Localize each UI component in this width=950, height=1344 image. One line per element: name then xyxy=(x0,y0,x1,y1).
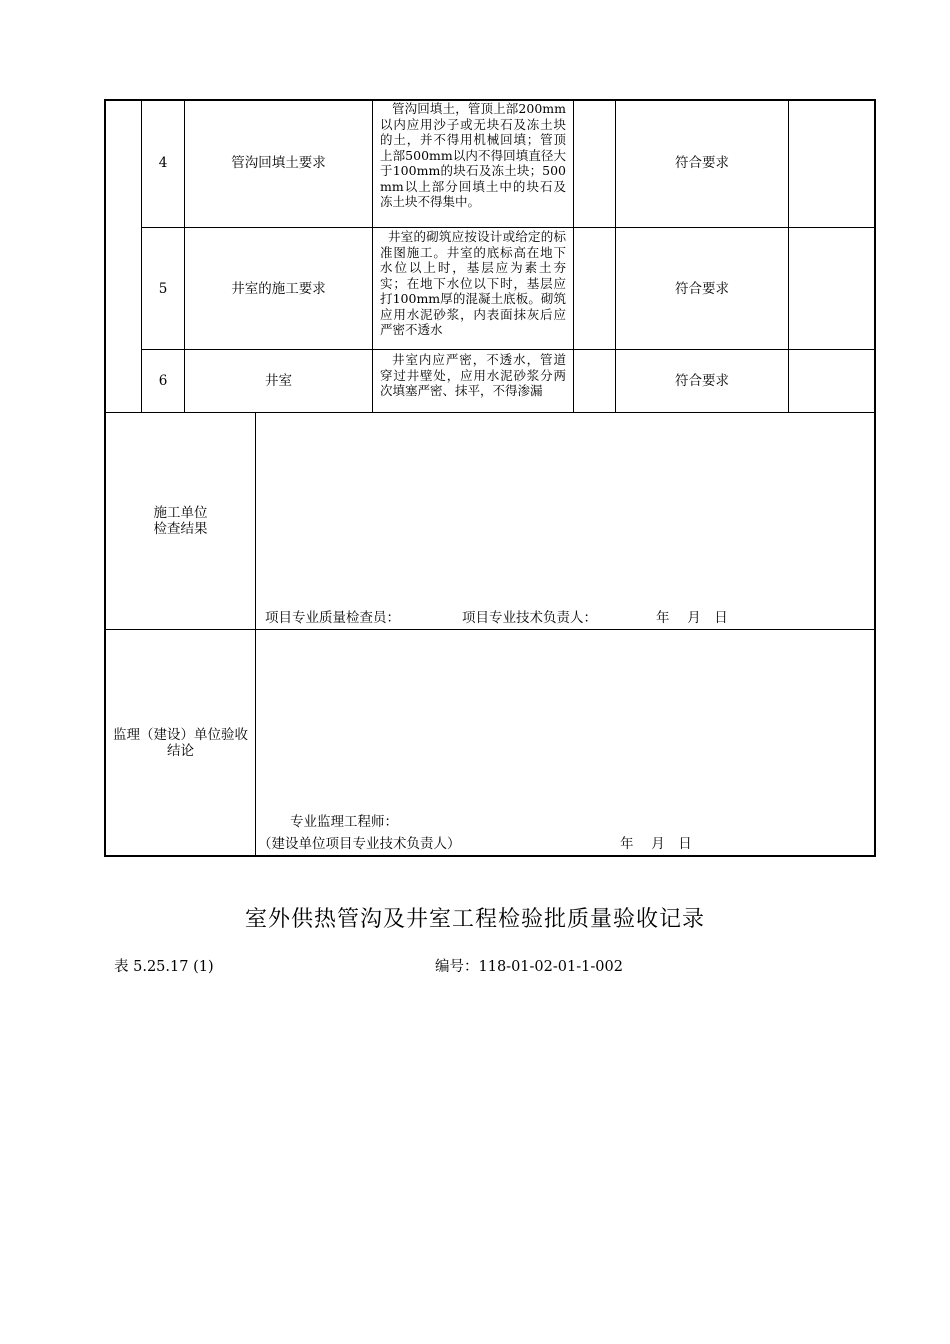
requirement-text: 管沟回填土，管顶上部200mm以内应用沙子或无块石及冻土块的土，并不得用机械回填；管顶上部500mm以内不得回填直径大于100mm的块石及冻土块；500mm以上部分回填土中的块石及冻土块不得集中。 xyxy=(380,101,566,209)
supervision-date: 年 月 日 xyxy=(620,836,692,852)
row-number: 4 xyxy=(158,155,168,171)
construction-label-line2: 检查结果 xyxy=(153,521,208,537)
table-number: 表 5.25.17 (1) xyxy=(114,959,214,975)
item-name: 管沟回填土要求 xyxy=(231,155,326,171)
serial-number: 编号：118-01-02-01-1-002 xyxy=(435,959,623,975)
form-title: 室外供热管沟及井室工程检验批质量验收记录 xyxy=(244,907,705,932)
item-name: 井室 xyxy=(265,373,292,389)
construction-label-line1: 施工单位 xyxy=(153,505,208,521)
requirement-text: 井室内应严密，不透水，管道穿过井壁处，应用水泥砂浆分两次填塞严密、抹平，不得渗漏 xyxy=(380,352,566,398)
owner-representative-label: （建设单位项目专业技术负责人） xyxy=(258,836,461,852)
technical-lead-label: 项目专业技术负责人： xyxy=(462,610,597,626)
acceptance-table xyxy=(104,99,876,857)
requirement-text: 井室的砌筑应按设计或给定的标准图施工。井室的底标高在地下水位以上时，基层应为素土夯实；在地下水位以下时，基层应打100mm厚的混凝土底板。砌筑应用水泥砂浆，内表面抹灰后应严密不透水 xyxy=(380,229,566,337)
construction-date: 年 月 日 xyxy=(656,610,728,626)
quality-inspector-label: 项目专业质量检查员： xyxy=(265,610,400,626)
inspection-result: 符合要求 xyxy=(675,373,729,389)
inspection-result: 符合要求 xyxy=(675,155,729,171)
row-number: 5 xyxy=(158,280,168,297)
supervising-engineer-label: 专业监理工程师： xyxy=(290,814,398,830)
row-number: 6 xyxy=(158,373,168,389)
inspection-result: 符合要求 xyxy=(675,280,729,297)
supervision-label-line1: 监理（建设）单位验收 xyxy=(113,726,248,743)
supervision-label-line2: 结论 xyxy=(167,742,194,759)
construction-unit-label xyxy=(106,413,255,629)
supervision-unit-label xyxy=(106,630,255,855)
item-name: 井室的施工要求 xyxy=(231,280,326,297)
